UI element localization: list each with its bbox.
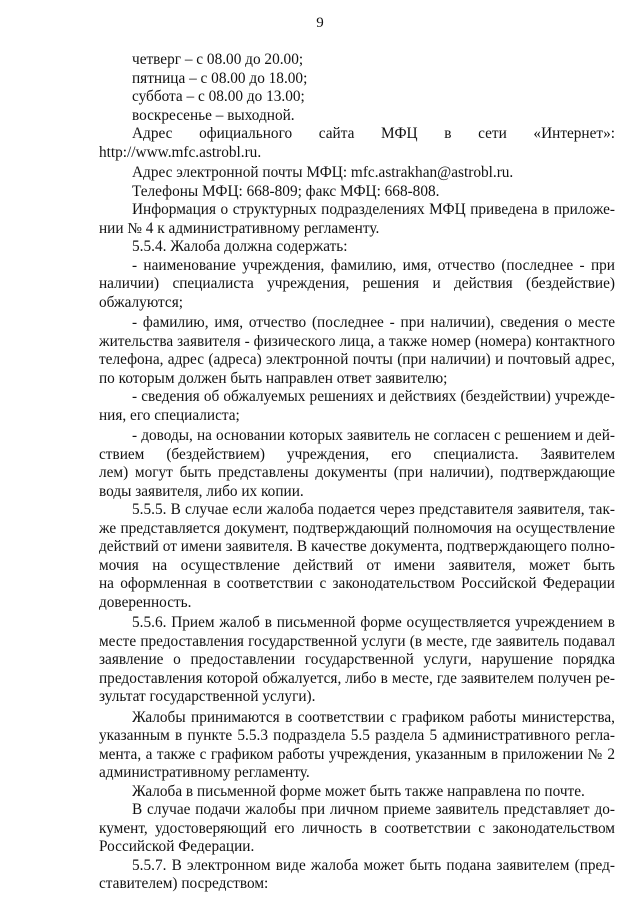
text-line: указанным в пункте 5.5.3 подраздела 5.5 раздела 5 административного регла- [99,727,615,744]
text-line: по которым должен быть направлен ответ заявителю; [99,369,448,387]
text-line: воскресенье – выходной. [132,106,295,124]
text-line: 5.5.4. Жалоба должна содержать: [132,238,348,255]
page-number: 9 [316,15,324,31]
text-line: Российской Федерации. [99,838,255,855]
text-line: - фамилию, имя, отчество (последнее - при наличии), сведения о месте [132,314,615,331]
text-line: заявление о предоставлении государственной услуги, нарушение порядка [99,651,615,668]
text-line: 5.5.5. В случае если жалоба подается через представителя заявителя, так- [132,501,615,518]
text-line: телефона, адрес (адреса) электронной почты (при наличии) и почтовый адрес, [99,351,615,368]
text-line: Жалобы принимаются в соответствии с графиком работы министерства, [132,708,615,726]
text-line: суббота – с 08.00 до 13.00; [132,88,305,105]
text-line: четверг – с 08.00 до 20.00; [132,51,304,68]
text-line: 5.5.6. Прием жалоб в письменной форме осуществляется учреждением в [132,614,615,631]
text-line: - доводы, на основании которых заявитель не согласен с решением и дей- [132,427,615,444]
text-line: административному регламенту. [99,764,310,781]
text-line: Жалоба в письменной форме может быть также направлена по почте. [132,782,585,800]
text-line: ния, его специалиста; [99,406,240,424]
text-line: предоставления которой обжалуется, либо в месте, где заявителем получен ре- [99,669,615,687]
text-line: наличии) специалиста учреждения, решения и действия (бездействие) [99,275,615,292]
text-line: Адрес электронной почты МФЦ: mfc.astrakhan@astrobl.ru. [132,164,514,181]
text-line: Телефоны МФЦ: 668-809; факс МФЦ: 668-808. [132,182,440,200]
text-line: обжалуются; [99,293,183,311]
text-line: же представляется документ, подтверждающий полномочия на осуществление [99,519,615,537]
text-line: 5.5.7. В электронном виде жалоба может быть подана заявителем (пред- [132,856,615,874]
text-line: мочия на осуществление действий от имени заявителя, может быть [99,556,615,574]
text-line: - наименование учреждения, фамилию, имя, отчество (последнее - при [132,256,615,274]
text-line: В случае подачи жалобы при личном приеме заявитель представляет до- [132,801,615,818]
text-line: жительства заявителя - физического лица, а также номер (номера) контактного [99,332,615,350]
text-line: http://www.mfc.astrobl.ru. [99,143,262,161]
text-line: месте предоставления государственной услуги (в месте, где заявитель подавал [99,632,615,650]
text-line: Информация о структурных подразделениях МФЦ приведена в приложе- [132,201,615,218]
text-line: нии № 4 к административному регламенту. [99,219,380,237]
text-line: лем) могут быть представлены документы (при наличии), подтверждающие [99,464,615,481]
text-line: мента, а также с графиком работы учреждения, указанным в приложении № 2 [99,745,615,763]
text-line: Адрес официального сайта МФЦ в сети «Интернет»: [132,125,615,142]
text-line: ствием (бездействием) учреждения, его специалиста. Заявителем [99,445,615,463]
text-line: действий от имени заявителя. В качестве документа, подтверждающего полно- [99,538,615,555]
text-line: пятница – с 08.00 до 18.00; [132,69,308,87]
text-line: доверенность. [99,593,192,611]
document-body [99,51,615,894]
text-line: зультат государственной услуги). [99,688,316,705]
text-line: на оформленная в соответствии с законодательством Российской Федерации [99,575,615,592]
text-line: - сведения об обжалуемых решениях и действиях (бездействии) учрежде- [132,388,615,405]
text-line: воды заявителя, либо их копии. [99,482,304,500]
text-line: кумент, удостоверяющий его личность в соответствии с законодательством [99,819,615,837]
text-line: ставителем) посредством: [99,875,269,892]
